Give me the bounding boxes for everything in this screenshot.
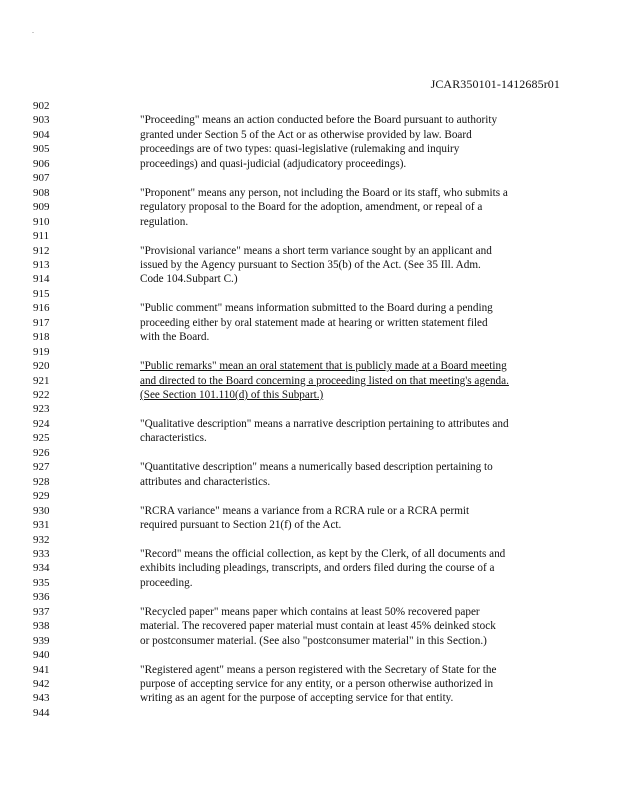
line-number: 934	[33, 562, 50, 575]
scan-speck: .	[32, 26, 34, 35]
document-line	[0, 548, 619, 561]
line-text: proceedings are of two types: quasi-legislative (rulemaking and inquiry	[140, 143, 460, 156]
line-text: "Provisional variance" means a short term variance sought by an applicant and	[140, 244, 492, 257]
line-text: "Proceeding" means an action conducted before the Board pursuant to authority	[140, 114, 498, 127]
line-text: purpose of accepting service for any entity, or a person otherwise authorized in	[140, 678, 494, 690]
document-line	[0, 519, 619, 532]
line-text: Code 104.Subpart C.)	[140, 273, 238, 286]
document-line	[0, 490, 619, 503]
line-number: 903	[33, 114, 50, 127]
document-line	[0, 403, 619, 416]
line-number: 904	[33, 128, 50, 141]
line-text: with the Board.	[140, 331, 210, 344]
document-line	[0, 158, 619, 171]
document-line	[0, 476, 619, 489]
document-id: JCAR350101-1412685r01	[430, 77, 560, 91]
line-text: writing as an agent for the purpose of accepting service for that entity.	[140, 692, 454, 705]
line-number: 909	[33, 201, 50, 214]
line-number: 912	[33, 244, 50, 257]
document-line	[0, 331, 619, 344]
line-number: 943	[33, 692, 50, 705]
document-line	[0, 187, 619, 200]
document-line	[0, 418, 619, 431]
line-text: issued by the Agency pursuant to Section 35(b) of the Act. (See 35 Ill. Adm.	[140, 258, 481, 271]
document-line	[0, 649, 619, 662]
line-number: 936	[33, 591, 50, 604]
line-number: 922	[33, 389, 50, 401]
line-text: "Registered agent" means a person registered with the Secretary of State for the	[140, 663, 497, 676]
line-number: 927	[33, 461, 50, 474]
line-text: "RCRA variance" means a variance from a RCRA rule or a RCRA permit	[140, 504, 470, 517]
line-number: 939	[33, 634, 50, 647]
document-line	[0, 461, 619, 474]
line-number: 919	[33, 345, 50, 358]
document-line	[0, 375, 619, 388]
line-number: 908	[33, 186, 50, 199]
line-number: 940	[33, 649, 50, 662]
document-line	[0, 129, 619, 142]
document-line	[0, 591, 619, 604]
line-number: 906	[33, 157, 50, 170]
inserted-text: (See Section 101.110(d) of this Subpart.)	[140, 389, 324, 401]
line-number: 931	[33, 519, 50, 532]
document-line	[0, 100, 619, 113]
line-text: regulation.	[140, 215, 189, 228]
document-line	[0, 216, 619, 229]
line-text: "Quantitative description" means a numerically based description pertaining to	[140, 461, 493, 474]
line-number: 926	[33, 446, 50, 459]
line-number: 938	[33, 620, 50, 633]
document-line	[0, 172, 619, 185]
line-number: 935	[33, 576, 50, 589]
inserted-text: "Public remarks" mean an oral statement that is publicly made at a Board meeting	[140, 360, 507, 373]
line-text: "Record" means the official collection, as kept by the Clerk, of all documents and	[140, 547, 506, 560]
line-number: 918	[33, 331, 50, 344]
line-text: required pursuant to Section 21(f) of the Act.	[140, 519, 342, 532]
line-number: 929	[33, 490, 50, 503]
line-text: "Proponent" means any person, not including the Board or its staff, who submits a	[140, 186, 508, 199]
line-text: characteristics.	[140, 432, 207, 445]
line-text: regulatory proposal to the Board for the adoption, amendment, or repeal of a	[140, 201, 483, 214]
line-text: "Qualitative description" means a narrative description pertaining to attributes and	[140, 417, 509, 430]
document-line	[0, 534, 619, 547]
line-text: proceeding.	[140, 576, 193, 589]
document-line	[0, 317, 619, 330]
line-number: 933	[33, 547, 50, 560]
document-line	[0, 692, 619, 705]
line-number: 902	[33, 100, 50, 112]
document-line	[0, 245, 619, 258]
line-number: 921	[33, 374, 50, 387]
document-line	[0, 389, 619, 402]
line-number: 913	[33, 258, 50, 271]
line-number: 905	[33, 143, 50, 156]
document-line	[0, 635, 619, 648]
document-line	[0, 678, 619, 691]
document-line	[0, 606, 619, 619]
line-text: "Recycled paper" means paper which contains at least 50% recovered paper	[140, 605, 480, 618]
inserted-text: and directed to the Board concerning a proceeding listed on that meeting's agenda.	[140, 374, 509, 387]
line-text: proceedings) and quasi-judicial (adjudicatory proceedings).	[140, 157, 407, 170]
line-number: 911	[33, 230, 50, 243]
line-number: 907	[33, 172, 50, 185]
line-number: 942	[33, 678, 50, 690]
document-line	[0, 230, 619, 243]
line-number: 910	[33, 215, 50, 228]
document-line	[0, 707, 619, 720]
line-number: 932	[33, 533, 50, 546]
document-line	[0, 346, 619, 359]
document-line	[0, 114, 619, 127]
document-line	[0, 360, 619, 373]
line-number: 925	[33, 432, 50, 445]
line-number: 923	[33, 403, 50, 416]
line-number: 924	[33, 417, 50, 430]
document-line	[0, 201, 619, 214]
line-number: 928	[33, 475, 50, 488]
document-line	[0, 562, 619, 575]
line-text: exhibits including pleadings, transcripts, and orders filed during the course of a	[140, 562, 495, 575]
line-text: "Public comment" means information submitted to the Board during a pending	[140, 302, 493, 315]
line-number: 916	[33, 302, 50, 315]
line-number: 914	[33, 273, 50, 286]
line-text: or postconsumer material. (See also "postconsumer material" in this Section.)	[140, 634, 487, 647]
document-line	[0, 664, 619, 677]
document-line	[0, 259, 619, 272]
line-number: 930	[33, 504, 50, 517]
document-line	[0, 577, 619, 590]
document-line	[0, 505, 619, 518]
line-text: granted under Section 5 of the Act or as otherwise provided by law. Board	[140, 128, 472, 141]
document-line	[0, 288, 619, 301]
line-number: 920	[33, 360, 50, 373]
line-text: proceeding either by oral statement made at hearing or written statement filed	[140, 316, 488, 329]
document-line	[0, 620, 619, 633]
line-text: material. The recovered paper material must contain at least 45% deinked stock	[140, 620, 496, 633]
line-number: 944	[33, 706, 50, 719]
line-number: 915	[33, 287, 50, 300]
line-number: 941	[33, 663, 50, 676]
document-line	[0, 143, 619, 156]
document-line	[0, 432, 619, 445]
line-number: 937	[33, 605, 50, 618]
document-line	[0, 302, 619, 315]
document-line	[0, 447, 619, 460]
line-number: 917	[33, 316, 50, 329]
document-line	[0, 273, 619, 286]
line-text: attributes and characteristics.	[140, 475, 271, 488]
